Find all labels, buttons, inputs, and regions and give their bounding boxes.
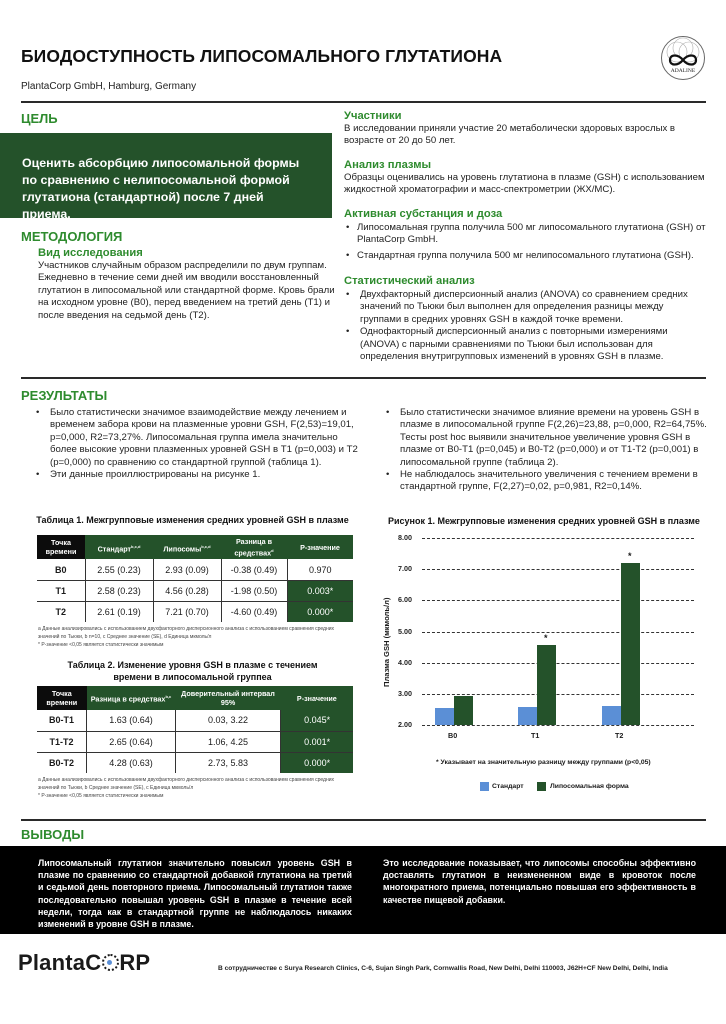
chart-annotation: * Указывает на значительную разницу между группами (p<0,05) [436,759,651,766]
significance-star-icon: * [628,550,632,561]
table-cell: 1.63 (0.64) [87,710,176,731]
substance-list [344,222,714,262]
significance-star-icon: * [544,633,548,644]
legend-label-standard: Стандарт [492,783,524,790]
footnote: a Данные анализировались с использованием двухфакторного дисперсионного анализа с использованием сравнения средних значений по Тьюки, b Среднее значение (SE), c Единица мкмоль/л [38,777,335,791]
plasma-text: Образцы оценивались на уровень глутатиона в плазме (GSH) с использованием жидкостной хроматографии и масс-спектрометрии (ЖХ/МС). [344,172,705,196]
table1-header: Разница в средствах$^d$ [221,535,287,559]
table2-footnotes [38,776,353,800]
bar-liposomal [537,645,556,725]
chart-title: Рисунок 1. Межгрупповые изменения средних уровней GSH в плазме [388,516,700,526]
stats-item: • Однофакторный дисперсионный анализ с повторными измерениями (ANOVA) с парными сравнениями по Тьюки был использован для определения внутригрупповых изменений в уровнях GSH в плазме. [344,326,699,363]
results-item: • Не наблюдалось значительного увеличения с течением времени в стандартной группе, F(2,27)=0,02, p=0,981, R2=0,14%. [380,469,710,494]
grid-line [422,569,694,570]
adaline-logo-icon [660,35,706,81]
grid-line [422,538,694,539]
x-tick-label: T2 [615,731,624,740]
table-cell: -1.98 (0.50) [221,580,287,601]
conclusions-heading: ВЫВОДЫ [21,827,85,842]
goal-box [0,133,332,221]
x-tick-label: T1 [531,731,540,740]
plasma-heading: Анализ плазмы [344,159,432,171]
y-tick-label: 4.00 [398,657,412,667]
results-item: • Было статистически значимое влияние времени на уровень GSH в плазме в липосомальной группе F(2,26)=23,88, p=0,000, R2=64,75%. Тесты post hoc выявили значительное увеличение уровня GSH в плазме от B0-T1 (p=0,045) и B0-T2 (p=0,000) и от T1-T2 (p=0,001) в липосомальной группе (таблица 2). [380,407,710,469]
svg-text:ADALINE: ADALINE [670,68,696,74]
table-cell: T2 [37,601,85,622]
participants-text: В исследовании приняли участие 20 метаболически здоровых взрослых в возрасте от 20 до 50 лет. [344,123,676,147]
y-tick-label: 8.00 [398,533,412,542]
stats-item: • Двухфакторный дисперсионный анализ (ANOVA) со сравнением средних значений по Тьюки был выполнен для определения разницы между группами в средних уровнях GSH в каждой точке времени. [344,289,699,326]
bar-liposomal [454,696,473,725]
table1-header: Точка времени [37,535,85,559]
results-divider [21,377,706,379]
bar-standard [435,708,454,725]
table-row [37,710,353,731]
table-cell: 7.21 (0.70) [153,601,221,622]
conclusions-box [0,846,726,934]
table2-header: Разница в средствах$^{b,c}$ [87,686,176,710]
plantacorp-logo: PlantaC RP [18,950,151,975]
table2-caption: Таблица 2. Изменение уровня GSH в плазме с течением времени в липосомальной группеa [67,660,318,682]
footnote: * P-значение <0,05 является статистически значимым [38,793,164,799]
conclusions-left-text: Липосомальный глутатион значительно повысил уровень GSH в плазме по сравнению со стандартной добавкой глутатиона на третий и седьмой день повторного приема. Липосомальный глутатион также последовательно повышал уровень GSH в плазме в течение всей недели, тогда как в стандартной группе не наблюдалось никаких изменений в уровне GSH в плазме. [38,858,352,930]
participants-heading: Участники [344,110,402,122]
study-type-heading: Вид исследования [38,247,143,259]
substance-heading: Активная субстанция и доза [344,208,503,220]
table-cell: 0.000* [287,601,353,622]
bar-standard [602,706,621,725]
table-cell: -4.60 (0.49) [221,601,287,622]
footnote: * P-значение <0,05 является статистически значимым [38,642,164,648]
table-row [37,752,353,773]
results-heading: РЕЗУЛЬТАТЫ [21,388,108,403]
table-cell: 4.56 (0.28) [153,580,221,601]
table-cell: 2.73, 5.83 [175,752,280,773]
y-tick-label: 3.00 [398,688,412,698]
substance-item: • Липосомальная группа получила 500 мг липосомального глутатиона (GSH) от PlantaCorp GmbH. [344,222,714,247]
table-cell: -0.38 (0.49) [221,559,287,580]
table-cell: T1 [37,580,85,601]
table1-header: P-значение [287,535,353,559]
grid-line [422,632,694,633]
table1-header: Стандарт$^{b,c,d}$ [85,535,153,559]
grid-line [422,663,694,664]
table-cell: 2.61 (0.19) [85,601,153,622]
table-cell: 0.001* [281,731,353,752]
chart-y-axis-label: Плазма GSH (мкмоль/л) [382,597,391,687]
legend-label-liposomal: Липосомальная форма [550,783,629,790]
table-cell: 0.000* [281,752,353,773]
x-tick-label: B0 [448,731,458,740]
grid-line [422,725,694,726]
results-item: • Эти данные проиллюстрированы на рисунке 1. [30,469,365,481]
goal-heading: ЦЕЛЬ [21,111,58,126]
conclusions-divider [21,819,706,821]
table-cell: 0.970 [287,559,353,580]
grid-line [422,600,694,601]
table-cell: 0.045* [281,710,353,731]
adaline-logo [660,35,706,81]
footnote: a Данные анализировались с использованием двухфакторного дисперсионного анализа с использованием сравнения средних значений по Тьюки, b n=10, c Среднее значение (SE), d Единица мкмоль/л [38,626,335,640]
substance-item: • Стандартная группа получила 500 мг нелипосомального глутатиона (GSH). [344,250,714,262]
stats-heading: Статистический анализ [344,275,475,287]
table-cell: T1-T2 [37,731,87,752]
bar-liposomal [621,563,640,725]
results-right-list [380,407,710,494]
footer-collaboration-text: В сотрудничестве с Surya Research Clinics, C-6, Sujan Singh Park, Cornwallis Road, New Delhi, Delhi 110003, J62H+CF New Delhi, Delhi, India [218,965,668,972]
table-row [37,601,353,622]
header-divider [21,101,706,103]
bar-standard [518,707,537,725]
table-cell: 2.58 (0.23) [85,580,153,601]
plantacorp-logo-o-icon [102,954,119,971]
table1-header: Липосомы$^{b,c,d}$ [153,535,221,559]
table-cell: B0-T2 [37,752,87,773]
figure1-chart [374,512,726,802]
y-tick-label: 7.00 [398,564,412,574]
table-cell: 2.65 (0.64) [87,731,176,752]
poster-title: БИОДОСТУПНОСТЬ ЛИПОСОМАЛЬНОГО ГЛУТАТИОНА [21,46,503,66]
y-tick-label: 2.00 [398,720,412,729]
table2-header: Точка времени [37,686,87,710]
conclusions-right-text: Это исследование показывает, что липосомы способны эффективно доставлять глутатион в неизмененном виде в кровоток после многократного приема, потенциально повышая его эффективность в качестве пищевой добавки. [383,858,696,905]
table-cell: 4.28 (0.63) [87,752,176,773]
goal-text: Оценить абсорбцию липосомальной формы по сравнению с нелипосомальной формой глутатиона (стандартной) после 7 дней приема. [22,156,300,221]
table-cell: 0.003* [287,580,353,601]
table-row [37,559,353,580]
table1-footnotes [38,625,353,649]
table1 [37,535,353,622]
table-cell: 2.93 (0.09) [153,559,221,580]
study-type-text: Участников случайным образом распределили по двум группам. Ежедневно в течение семи дней им вводили восстановленный глутатион в липосомальной или стандартной форме. Кровь брали на исходном уровне (B0), перед введением на третий день (T1) и после введения на седьмой день (T2). [38,260,335,321]
table-cell: 1.06, 4.25 [175,731,280,752]
results-left-list [30,407,365,481]
grid-line [422,694,694,695]
stats-list [344,289,699,363]
poster-affiliation: PlantaCorp GmbH, Hamburg, Germany [21,81,197,92]
table-cell: B0-T1 [37,710,87,731]
table-row [37,731,353,752]
table2-header: P-значение [281,686,353,710]
table-cell: 0.03, 3.22 [175,710,280,731]
legend-swatch-liposomal [537,782,546,791]
table2 [37,686,353,773]
methodology-heading: МЕТОДОЛОГИЯ [21,229,123,244]
table-row [37,580,353,601]
table-cell: B0 [37,559,85,580]
results-item: • Было статистически значимое взаимодействие между лечением и временем забора крови на плазменные уровни GSH, F(2,53)=19,01, p=0,000, R2=73,27%. Липосомальная группа имела значительно более высокие уровни плазменных уровней GSH в T1 (p=0,003) и T2 (p=0,000) по сравнению со стандартной группой (таблица 1). [30,407,365,469]
legend-swatch-standard [480,782,489,791]
table-cell: 2.55 (0.23) [85,559,153,580]
table2-header: Доверительный интервал 95% [175,686,280,710]
table1-caption: Таблица 1. Межгрупповые изменения средних уровней GSH в плазме [36,515,349,525]
y-tick-label: 6.00 [398,595,412,605]
y-tick-label: 5.00 [398,626,412,636]
